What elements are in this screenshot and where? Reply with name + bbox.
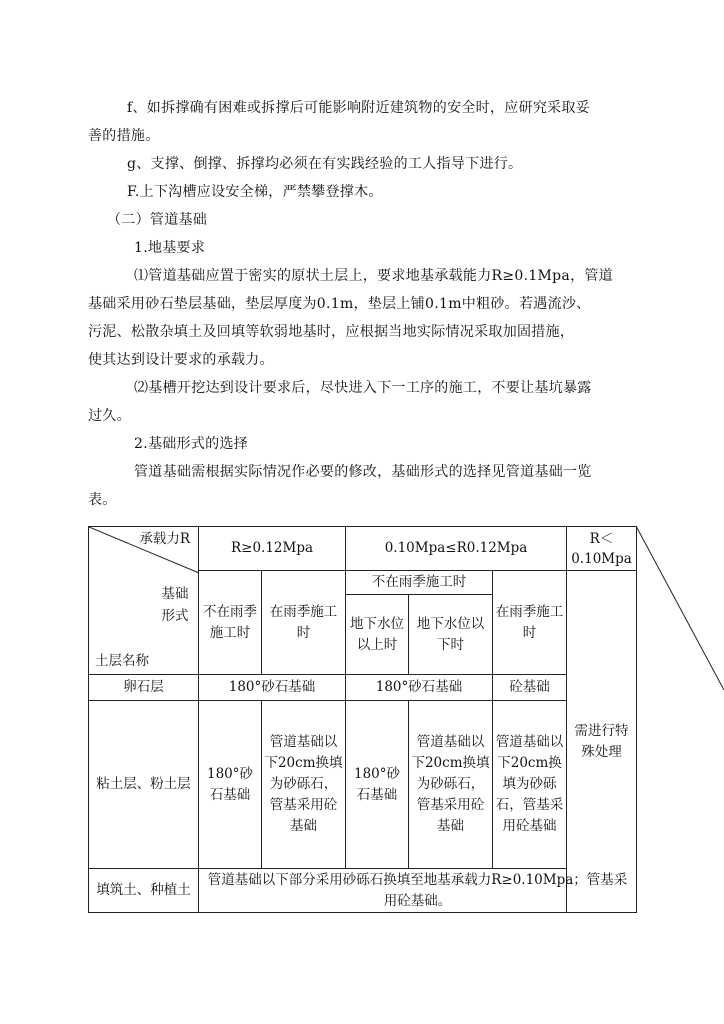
- header-soil-name: 土层名称: [95, 653, 149, 669]
- table-header-corner: [89, 527, 199, 675]
- paragraph-3-line2: 表。: [88, 492, 117, 508]
- col-above-water: 地下水位以上时: [346, 595, 409, 675]
- header-foundation-type: 基础形式: [161, 586, 189, 624]
- section-heading: （二）管道基础: [107, 212, 208, 228]
- paragraph-g: g、支撑、倒撑、拆撑均必须在有实践经验的工人指导下进行。: [127, 156, 523, 172]
- row-clay-c2: 管道基础以下20cm换填为砂砾石，管基采用砼基础: [262, 701, 346, 869]
- row-clay-c4: 管道基础以下20cm换填为砂砾石，管基采用砼基础: [409, 701, 493, 869]
- col-rain: 在雨季施工时: [262, 571, 346, 675]
- col-not-rain-group: 不在雨季施工时: [346, 571, 493, 595]
- paragraph-f-line2: 善的措施。: [88, 128, 160, 144]
- paragraph-3-line1: 管道基础需根据实际情况作必要的修改，基础形式的选择见管道基础一览: [134, 464, 592, 480]
- foundation-table: [88, 526, 637, 913]
- col-below-water: 地下水位以下时: [409, 595, 493, 675]
- paragraph-1-line2: 基础采用砂石垫层基础，垫层厚度为0.1m，垫层上铺0.1m中粗砂。若遇流沙、: [88, 296, 591, 312]
- row-gravel-b: 180°砂石基础: [346, 675, 493, 701]
- row-clay-name: 粘土层、粉土层: [89, 701, 199, 869]
- col-r-high: R≥0.12Mpa: [199, 527, 346, 571]
- subheading-1: 1.地基要求: [134, 240, 206, 256]
- row-gravel-c: 砼基础: [493, 675, 567, 701]
- col-r-low: R＜0.10Mpa: [567, 527, 637, 571]
- row-clay-c3: 180°砂石基础: [346, 701, 409, 869]
- paragraph-1-line4: 使其达到设计要求的承载力。: [88, 352, 274, 368]
- row-clay-c1: 180°砂石基础: [199, 701, 262, 869]
- special-treatment: 需进行特殊处理: [567, 571, 637, 913]
- row-clay-c5: 管道基础以下20cm换填为砂砾石，管基采用砼基础: [493, 701, 567, 869]
- row-gravel-name: 卵石层: [89, 675, 199, 701]
- paragraph-F: F.上下沟槽应设安全梯，严禁攀登撑木。: [127, 184, 383, 200]
- paragraph-f-line1: f、如拆撑确有困难或拆撑后可能影响附近建筑物的安全时，应研究采取妥: [127, 100, 591, 116]
- col-rain-2: 在雨季施工时: [493, 571, 567, 675]
- col-r-mid: 0.10Mpa≤R0.12Mpa: [346, 527, 567, 571]
- paragraph-1-line3: 污泥、松散杂填土及回填等软弱地基时，应根据当地实际情况采取加固措施，: [88, 324, 575, 340]
- paragraph-2-line2: 过久。: [88, 408, 131, 424]
- row-fill-text: 管道基础以下部分采用砂砾石换填至地基承载力R≥0.10Mpa；管基采用砼基础。: [199, 869, 637, 913]
- paragraph-1-line1: ⑴管道基础应置于密实的原状土层上，要求地基承载能力R≥0.1Mpa，管道: [134, 268, 613, 284]
- row-fill-name: 填筑土、种植土: [89, 869, 199, 913]
- subheading-2: 2.基础形式的选择: [134, 436, 249, 452]
- row-gravel-a: 180°砂石基础: [199, 675, 346, 701]
- header-bearing-capacity: 承载力R: [139, 531, 190, 547]
- col-not-rain: 不在雨季施工时: [199, 571, 262, 675]
- paragraph-2-line1: ⑵基槽开挖达到设计要求后，尽快进入下一工序的施工，不要让基坑暴露: [134, 380, 592, 396]
